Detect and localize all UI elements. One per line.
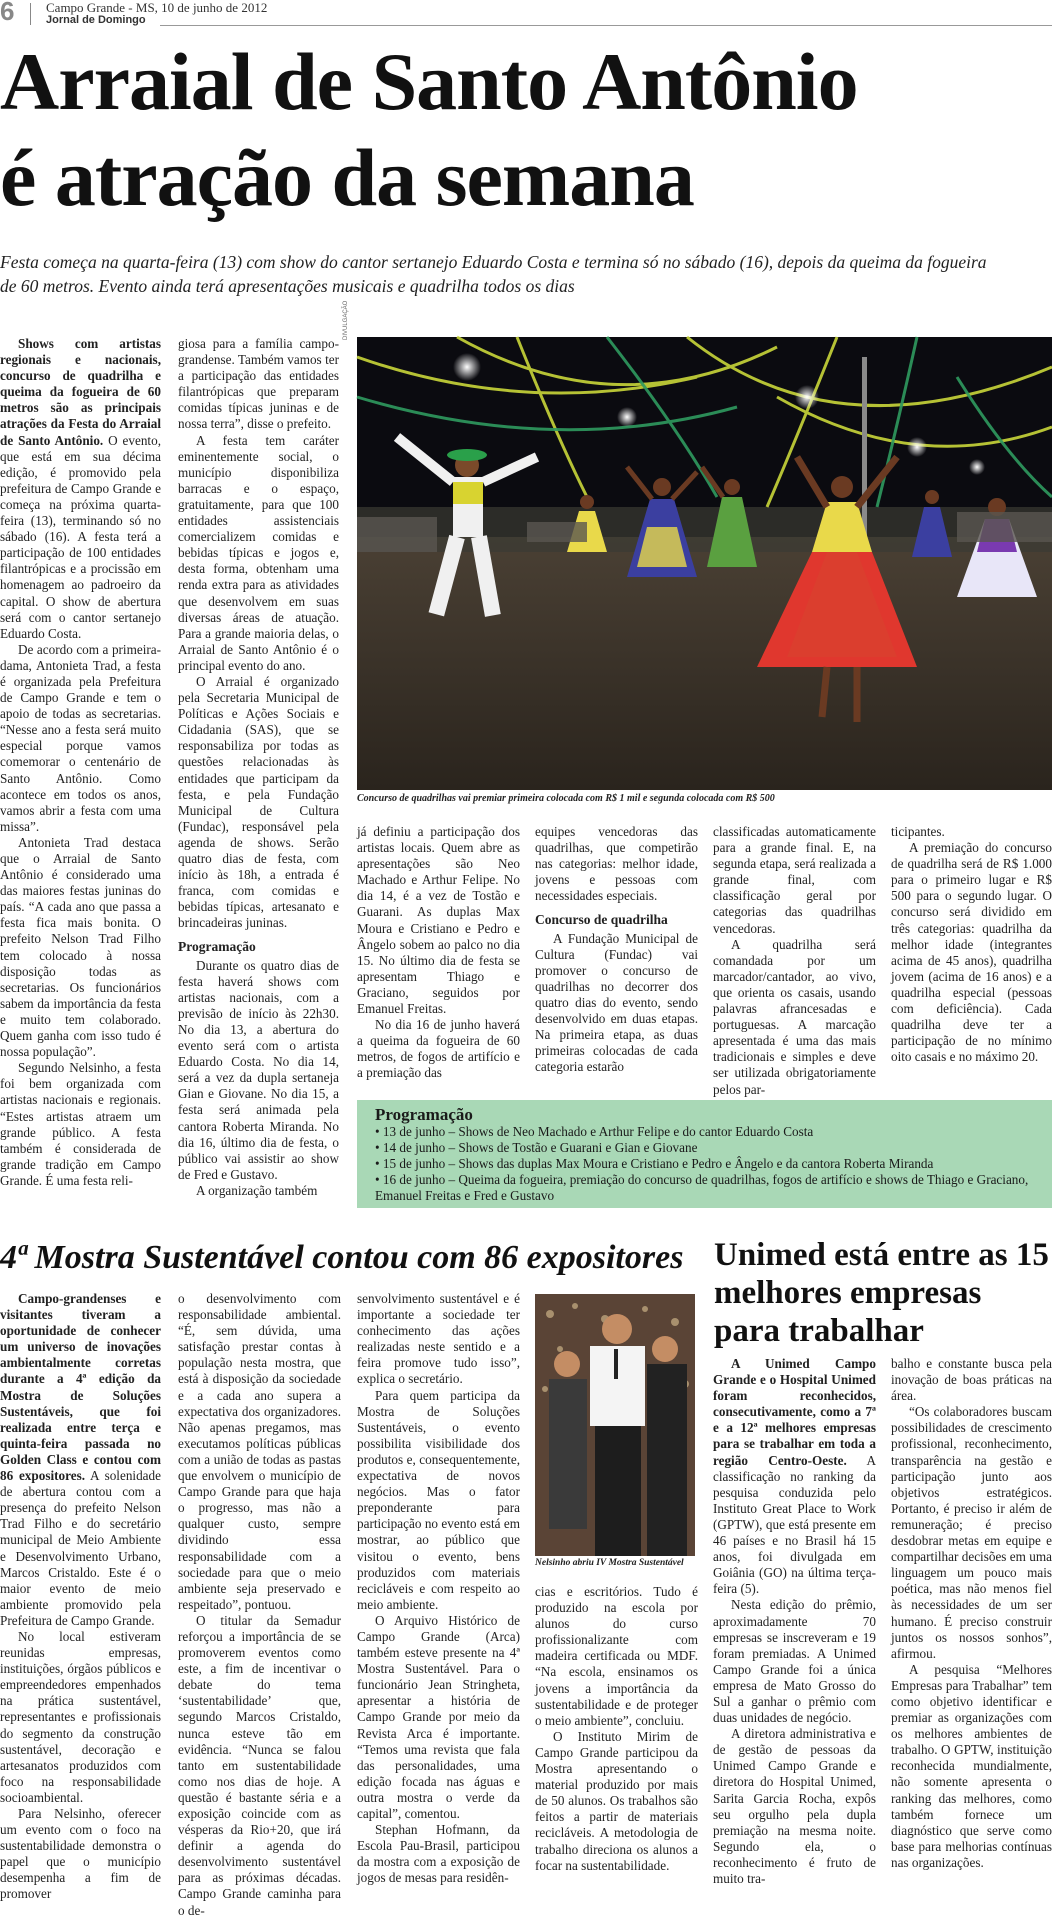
article3-paragraph: A diretora administrativa e de gestão de pessoas da Unimed Campo Grande e diretora do Hospital Unimed, Sarita Garcia Rocha, expôs seu orgulho pela dupla premiação na mesma noite. Segundo ela, o reconhecimento é fruto de muito tra- — [713, 1726, 876, 1886]
programacao-box-title: Programação — [375, 1105, 473, 1124]
article1-paragraph: De acordo com a primeira-dama, Antonieta Trad, a festa é organizada pela Prefeitura de Campo Grande e tem o apoio de todas as secretarias. “Nesse ano a festa será muito especial porque vamos comemorar o centenário de Santo Antônio. Como acontece em todos os anos, vamos abrir a festa com uma missa”. — [0, 641, 161, 834]
article2-paragraph: senvolvimento sustentável e é importante a sociedade ter conhecimento das ações realizadas neste sentido e a feira promove tudo isso”, explica o secretário. — [357, 1291, 520, 1387]
article2-paragraph: O Instituto Mirim de Campo Grande participou da Mostra apresentando o material produzido por mais de 50 alunos. Os trabalhos são feitos a partir de materiais recicláveis. A metodologia de trabalho direciona os alunos a focar na sustentabilidade. — [535, 1728, 698, 1873]
header-divider — [30, 3, 31, 25]
article2-lead: Campo-grandenses e visitantes tiveram a oportunidade de conhecer um universo de inovações ambientalmente corretas durante a 4ª edição da Mostra de Soluções Sustentáveis, que foi realizada entre terça e quinta-feira passada no Golden Class e contou com 86 expositores. — [0, 1291, 161, 1484]
article3-paragraph: Nesta edição do prêmio, aproximadamente 70 empresas se inscreveram e 19 foram premiadas. A Unimed Campo Grande foi a única empresa de Mato Grosso do Sul a ganhar o prêmio com duas unidades de negócio. — [713, 1597, 876, 1726]
page-header — [0, 0, 1052, 28]
unimed-headline: Unimed está entre as 15 melhores empresas para trabalhar — [714, 1237, 1049, 1349]
article3-paragraph: balho e constante busca pela inovação de boas práticas na área. — [891, 1356, 1052, 1404]
article1-paragraph: já definiu a participação dos artistas locais. Quem abre as apresentações são Neo Machado e Arthur Felipe. No dia 14, é a vez de Tostão e Guarani. As duplas Max Moura e Cristiano e Pedro e Ângelo sobem ao palco no dia 15. No último dia de festa se apresentam Thiago e Graciano, seguidos por Emanuel Freitas. — [357, 824, 520, 1017]
photo-credit: DIVULGAÇÃO — [343, 300, 349, 340]
article1-paragraph: A Fundação Municipal de Cultura (Fundac) vai promover o concurso de quadrilhas no decorrer dos quatro dias do evento, sendo desenvolvido em duas etapas. Na primeira etapa, as duas primeiras colocadas de cada categoria estarão — [535, 930, 698, 1075]
page-number: 6 — [0, 0, 15, 26]
mostra-photo — [535, 1294, 695, 1556]
article2-paragraph: No local estiveram reunidas empresas, instituições, órgãos públicos e empreendedores empenhados na prática sustentável, representantes e profissionais do segmento da construção sustentável, decoração e artesanatos produzidos com foco na responsabilidade socioambiental. — [0, 1628, 161, 1805]
quadrilha-photo — [357, 337, 1052, 790]
programacao-box — [357, 1100, 1052, 1208]
main-headline — [0, 34, 1052, 226]
article2-paragraph: Para Nelsinho, oferecer um evento com o foco na sustentabilidade demonstra o papel que o município desempenha a fim de promover — [0, 1806, 161, 1902]
article1-paragraph: giosa para a família campo-grandense. Também vamos ter a participação das entidades filantrópicas que preparam comidas típicas juninas e de nossa terra”, disse o prefeito. — [178, 336, 339, 432]
photo-caption: Concurso de quadrilhas vai premiar primeira colocada com R$ 1 mil e segunda colocada com R$ 500 — [357, 793, 775, 804]
article2-paragraph: O Arquivo Histórico de Campo Grande (Arca) também esteve presente na 4ª Mostra Sustentável. Para o funcionário Jean Stringheta, apresentar a história de Campo Grande por meio da Revista Arca é importante. “Temos uma revista que fala das personalidades, uma edição focada nas águas e outra mostra o verde da capital”, comentou. — [357, 1612, 520, 1821]
article2-paragraph: o desenvolvimento com responsabilidade ambiental. “É, sem dúvida, uma satisfação prestar contas à população nesta mostra, que está à disposição da sociedade e a cada ano supera a expectativa dos organizadores. Não apenas pregamos, mas executamos políticas públicas com a união de todas as pastas que envolvem o município de Campo Grande para que haja o progresso, mas não a qualquer custo, sempre dividindo essa responsabilidade com a sociedade para que o meio ambiente seja preservado e respeitado”, pontuou. — [178, 1291, 341, 1612]
article2-paragraph: cias e escritórios. Tudo é produzido na escola por alunos do curso profissionalizante com madeira certificada ou MDF. “Na escola, ensinamos os jovens a importância da sustentabilidade e de proteger o meio ambiente”, concluiu. — [535, 1584, 698, 1728]
article1-paragraph: A organização também — [196, 1182, 318, 1198]
header-paper-name: Jornal de Domingo — [46, 14, 146, 26]
main-subhead: Festa começa na quarta-feira (13) com show do cantor sertanejo Eduardo Costa e termina só no sábado (16), depois da queima da fogueira de 60 metros. Evento ainda terá apresentações musicais e quadrilha todos os dias — [0, 252, 987, 296]
article3-column-1 — [713, 1356, 876, 1886]
article1-paragraph: Segundo Nelsinho, a festa foi bem organizada com artistas nacionais e regionais. “Estes artistas atraem um grande público. A festa também é considerada de grande tradição em Campo Grande. É uma festa reli- — [0, 1060, 161, 1188]
article2-column-1 — [0, 1291, 161, 1902]
programacao-item: • 15 de junho – Shows das duplas Max Moura e Cristiano e Pedro e Ângelo e da cantora Roberta Miranda — [375, 1156, 1034, 1172]
subheading-concurso: Concurso de quadrilha — [535, 912, 668, 928]
article1-column-4 — [535, 824, 698, 1096]
article2-column-4 — [535, 1584, 698, 1878]
article2-paragraph: A solenidade de abertura contou com a presença do prefeito Nelson Trad Filho e do secretário municipal de Meio Ambiente e Desenvolvimento Urbano, Marcos Cristaldo. Este é o maior evento de meio ambiente promovido pela Prefeitura de Campo Grande. — [0, 1468, 161, 1628]
article1-paragraph: No dia 16 de junho haverá a queima da fogueira de 60 metros, de fogos de artifício e a premiação das — [357, 1017, 520, 1081]
article3-lead: A Unimed Campo Grande e o Hospital Unimed foram reconhecidos, consecutivamente, como a 7ª e a 12ª melhores empresas para se trabalhar em toda a região Centro-Oeste. — [713, 1356, 876, 1468]
article3-paragraph: A classificação no ranking da pesquisa conduzida pelo Instituto Great Place to Work (GPTW), que está presente em 46 países e no Brasil há 15 anos, foi divulgada em Goiânia (GO) na última terça-feira (5). — [713, 1452, 876, 1597]
article2-column-3 — [357, 1291, 520, 1886]
article1-paragraph: O Arraial é organizado pela Secretaria Municipal de Políticas e Ações Sociais e Cidadania (SAS), que se responsabiliza por todas as questões relacionadas às entidades que participam da festa, e pela Fundação Municipal de Cultura (Fundac), responsável pela agenda de shows. Serão quatro dias de festa, com início às 18h, a entrada é franca, com comidas e bebidas típicas, artesanato e brincadeiras juninas. — [178, 673, 339, 931]
programacao-list — [375, 1124, 1034, 1204]
article3-paragraph: “Os colaboradores buscam possibilidades de crescimento profissional, reconhecimento, transparência na gestão e participação junto aos objetivos estratégicos. Portanto, é preciso ir além de remuneração; é preciso desdobrar metas em equipe e compartilhar decisões em uma linguagem um pouco mais poética, mas não menos fiel às necessidades de um ser humano. É preciso construir juntos os nossos sonhos”, afirmou. — [891, 1404, 1052, 1661]
programacao-item: • 13 de junho – Shows de Neo Machado e Arthur Felipe e do cantor Eduardo Costa — [375, 1124, 1034, 1140]
article2-paragraph: O titular da Semadur reforçou a importância de se promoverem eventos como este, a fim de incentivar o debate do tema ‘sustentabilidade’ que, segundo Marcos Cristaldo, nunca esteve tão em evidência. “Nunca se falou tanto em sustentabilidade como nos dias de hoje. A questão é bastante séria e a exposição coincide com as vésperas da Rio+20, que irá definir a agenda do desenvolvimento sustentável para as próximas décadas. Campo Grande caminha para o de- — [178, 1612, 341, 1918]
mostra-headline: 4ª Mostra Sustentável contou com 86 expositores — [0, 1239, 684, 1276]
article1-paragraph: A premiação do concurso de quadrilha será de R$ 1.000 para o primeiro lugar e R$ 500 para o segundo lugar. O concurso será dividido em três categorias: quadrilha da melhor idade (integrantes acima de 45 anos), quadrilha jovem (acima de 16 anos) e a quadrilha especial (pessoas com deficiência). Cada quadrilha deve ter a participação de no mínimo oito casais e no máximo 20. — [891, 840, 1052, 1065]
article2-paragraph: Para quem participa da Mostra de Soluções Sustentáveis, o evento possibilita visibilidade dos produtos e, consequentemente, expectativa de novos negócios. Mas o fator preponderante para participação no evento está em mostrar, ao público que visitou o evento, bens produzidos com materiais recicláveis e com respeito ao meio ambiente. — [357, 1387, 520, 1612]
article1-column-3 — [357, 824, 520, 1096]
article1-paragraph: Antonieta Trad destaca que o Arraial de Santo Antônio é considerado uma das maiores festas juninas do país. “A cada ano que passa a festa fica mais bonita. O prefeito Nelson Trad Filho tem colocado à nossa disposição todas as secretarias. Os funcionários sabem da importância da festa e muito tem colaborado. Quem ganha com isso tudo é nossa população”. — [0, 834, 161, 1060]
article1-paragraph: A quadrilha será comandada por um marcador/cantador, ao vivo, que orienta os casais, usando palavras afrancesadas e portuguesas. A marcação apresentada é uma das mais tradicionais e simples e deve ser utilizada obrigatoriamente pelos par- — [713, 936, 876, 1097]
programacao-item: • 14 de junho – Shows de Tostão e Guarani e Gian e Giovane — [375, 1140, 1034, 1156]
article1-paragraph: O evento, que está em sua décima edição, é promovido pela prefeitura de Campo Grande e começa na próxima quarta-feira (13), terminando só no sábado (16). A festa terá a participação de 100 entidades filantrópicas e a procissão em homenagem ao padroeiro da capital. O show de abertura será com o cantor sertanejo Eduardo Costa. — [0, 432, 161, 641]
article3-column-2 — [891, 1356, 1052, 1878]
subheading-programacao: Programação — [178, 939, 256, 955]
article2-paragraph: Stephan Hofmann, da Escola Pau-Brasil, participou da mostra com a exposição de jogos de mesas para residên- — [357, 1822, 520, 1886]
headline-line-2: é atração da semana — [0, 132, 694, 223]
article1-paragraph: Durante os quatro dias de festa haverá shows com artistas nacionais, com a previsão de início às 22h30. No dia 13, a abertura do evento será com o artista Eduardo Costa. No dia 14, será a vez da dupla sertaneja Gian e Giovane. No dia 15, a festa será animada pela cantora Roberta Miranda. No dia 16, último dia de festa, o público vai assistir ao show de Fred e Gustavo. — [178, 957, 339, 1182]
article3-paragraph: A pesquisa “Melhores Empresas para Trabalhar” tem como objetivo identificar e premiar as organizações com os melhores ambientes de trabalho. O GPTW, instituição reconhecida mundialmente, não somente apresenta o ranking das melhores, como também fornece um diagnóstico que serve como base para melhorias contínuas nas organizações. — [891, 1661, 1052, 1870]
article1-paragraph: A festa tem caráter eminentemente social, o município disponibiliza barracas e o espaço, gratuitamente, para que 100 entidades assistenciais comercializem comidas e bebidas típicas e jogos e, desta forma, obtenham uma renda extra para as atividades que desenvolvem em suas diversas áreas de atuação. Para a grande maioria delas, o Arraial de Santo Antônio é o principal evento do ano. — [178, 432, 339, 673]
headline-line-1: Arraial de Santo Antônio — [0, 36, 858, 127]
article1-column-2 — [178, 336, 339, 1236]
article1-paragraph: equipes vencedoras das quadrilhas, que competirão nas categorias: melhor idade, jovens e pessoas com necessidades especiais. — [535, 824, 698, 904]
programacao-item: • 16 de junho – Queima da fogueira, premiação do concurso de quadrilhas, fogos de artifício e shows de Thiago e Graciano, Emanuel Freitas e Fred e Gustavo — [375, 1172, 1034, 1204]
article2-column-2 — [178, 1291, 341, 1918]
article1-column-5 — [713, 824, 876, 1096]
article1-column-1 — [0, 336, 161, 1236]
article1-paragraph: classificadas automaticamente para a grande final. E, na segunda etapa, será realizada a grande final, com classificação geral por categorias das quadrilhas vencedoras. — [713, 824, 876, 936]
header-rule — [160, 25, 1052, 26]
header-date: Campo Grande - MS, 10 de junho de 2012 — [46, 0, 268, 15]
article1-paragraph: ticipantes. — [891, 824, 945, 839]
mostra-photo-caption: Nelsinho abriu IV Mostra Sustentável — [535, 1558, 684, 1568]
article1-lead: Shows com artistas regionais e nacionais, concurso de quadrilha e queima da fogueira de 60 metros são as principais atrações da Festa do Arraial de Santo Antônio. — [0, 336, 161, 448]
article1-column-6 — [891, 824, 1052, 1096]
